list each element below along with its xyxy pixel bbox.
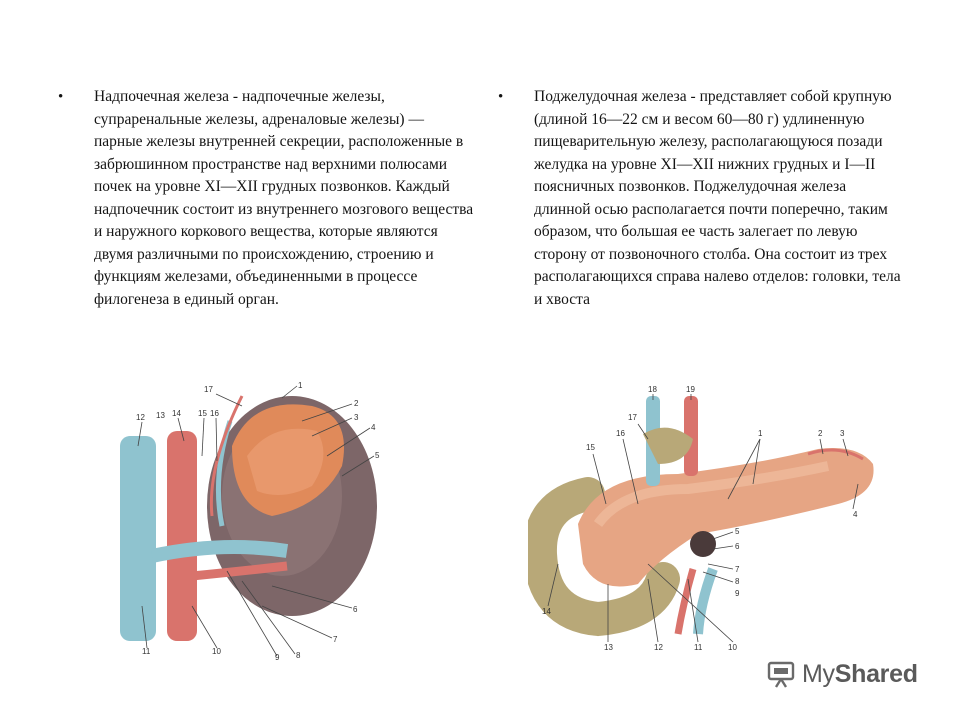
figure-label: 16 <box>616 429 625 438</box>
figure-label: 11 <box>142 647 151 656</box>
figure-label: 12 <box>136 413 145 422</box>
vessel-crosssection <box>690 531 716 557</box>
figure-label: 2 <box>818 429 823 438</box>
adrenal-gland-illustration <box>112 376 382 661</box>
figure-label: 14 <box>172 409 181 418</box>
adrenal-gland-description: Надпочечная железа - надпочечные железы, супраренальные железы, адреналовые железы) — парные железы внутренней секреции, расположенные в забрюшинном пространстве над верхними полюсами почек на уровне XI—XII грудных позвонков. Каждый надпочечник состоит из внутреннего мозгового вещества и наружного коркового вещества, которые являются двумя различными по происхождению, строению и функциям железами, объединенными в процессе филогенеза в единый орган. <box>94 88 474 308</box>
figure-label: 17 <box>628 413 637 422</box>
watermark-suffix: Shared <box>834 659 918 688</box>
figure-label: 15 <box>198 409 207 418</box>
figure-label: 6 <box>353 605 358 614</box>
figure-label: 4 <box>853 510 858 519</box>
figure-label: 10 <box>728 643 737 652</box>
figure-label: 6 <box>735 542 740 551</box>
figure-label: 14 <box>542 607 551 616</box>
left-text-block <box>58 86 474 311</box>
watermark-prefix: My <box>802 659 835 688</box>
vena-cava-shape <box>120 436 156 641</box>
figure-label: 15 <box>586 443 595 452</box>
figure-label: 10 <box>212 647 221 656</box>
figure-label: 4 <box>371 423 376 432</box>
bullet-marker: • <box>498 89 504 105</box>
adrenal-kidney-drawing <box>112 376 382 661</box>
presentation-icon <box>766 659 796 689</box>
figure-label: 1 <box>298 381 303 390</box>
figure-label: 7 <box>333 635 338 644</box>
figure-label: 16 <box>210 409 219 418</box>
figure-label: 13 <box>156 411 165 420</box>
pancreas-description: Поджелудочная железа - представляет собой крупную (длиной 16—22 см и весом 60—80 г) удлиненную пищеварительную железу, располагающуюся позади желудка на уровне XI—XII нижних грудных и I—II поясничных позвонков. Поджелудочная железа длинной осью располагается почти поперечно, таким образом, что большая ее часть залегает по левую сторону от позвоночного столба. Она состоит из трех располагающихся справа налево отделов: головки, тела и хвоста <box>534 88 901 308</box>
figure-label: 1 <box>758 429 763 438</box>
figure-label: 17 <box>204 385 213 394</box>
bullet-marker: • <box>58 89 64 105</box>
figure-label: 18 <box>648 385 657 394</box>
aorta-shape <box>167 431 197 641</box>
figure-label: 8 <box>735 577 740 586</box>
myshared-watermark <box>766 654 936 694</box>
figure-label: 3 <box>354 413 359 422</box>
pancreas-shape <box>578 448 874 587</box>
figure-label: 13 <box>604 643 613 652</box>
figure-label: 9 <box>275 653 280 661</box>
figure-label: 19 <box>686 385 695 394</box>
right-text-block <box>498 86 906 311</box>
figure-label: 8 <box>296 651 301 660</box>
figure-label: 5 <box>375 451 380 460</box>
figure-label: 11 <box>694 643 703 652</box>
pancreas-illustration <box>528 384 896 664</box>
pancreas-drawing <box>528 384 896 664</box>
figure-label: 2 <box>354 399 359 408</box>
figure-label: 3 <box>840 429 845 438</box>
figure-label: 7 <box>735 565 740 574</box>
figure-label: 9 <box>735 589 740 598</box>
figure-label: 12 <box>654 643 663 652</box>
watermark-text <box>802 660 918 689</box>
figure-label: 5 <box>735 527 740 536</box>
